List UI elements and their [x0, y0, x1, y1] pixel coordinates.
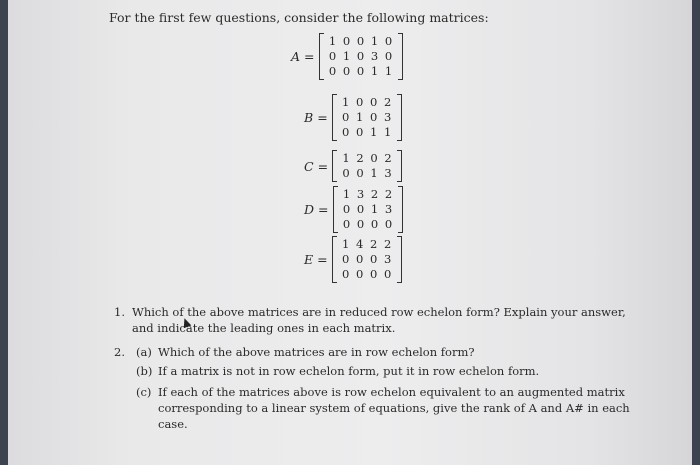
question-2a-text: Which of the above matrices are in row echelon form? [158, 345, 475, 359]
matrix-entry: 0 [342, 64, 351, 78]
matrix-entry: 0 [342, 166, 350, 180]
matrix-entry: 3 [384, 166, 392, 180]
matrix-entry: 3 [384, 202, 393, 216]
matrix-entry: 0 [356, 202, 365, 216]
matrix-entry: 0 [356, 49, 365, 63]
matrix-entry: 2 [369, 237, 378, 251]
matrix-entry: 1 [370, 202, 379, 216]
matrix-entry: 1 [341, 237, 350, 251]
matrix-entry: 0 [342, 217, 351, 231]
question-2a [136, 345, 616, 361]
question-2c-line-2: corresponding to a linear system of equations, give the rank of A and A# in each [158, 401, 630, 415]
right-bracket [398, 33, 403, 80]
matrix-entry: 2 [370, 187, 379, 201]
matrix-entry: 0 [356, 64, 365, 78]
matrix-entry: 0 [341, 252, 350, 266]
matrix-entry: 0 [342, 110, 350, 124]
right-bracket [398, 186, 403, 233]
equals-sign: = [318, 202, 329, 217]
matrix-a [291, 33, 403, 80]
matrix-entry: 0 [355, 267, 364, 281]
matrix-entry: 1 [370, 64, 379, 78]
matrix-b-label: B [304, 110, 314, 125]
matrix-entry: 1 [342, 187, 351, 201]
matrix-e [304, 236, 402, 283]
matrix-entry: 1 [342, 49, 351, 63]
matrix-entry: 3 [370, 49, 379, 63]
matrix-d-label: D [304, 202, 315, 217]
question-2-number: 2. [114, 345, 125, 359]
question-2a-label: (a) [136, 345, 152, 359]
question-1-line-1: Which of the above matrices are in reduced row echelon form? Explain your answer, [132, 305, 626, 319]
matrix-entry: 0 [356, 217, 365, 231]
question-1-number: 1. [114, 305, 125, 319]
matrix-c-grid [337, 150, 397, 182]
matrix-entry: 0 [328, 64, 337, 78]
equals-sign: = [317, 110, 328, 125]
intro-text: For the first few questions, consider the following matrices: [109, 10, 489, 25]
matrix-entry: 0 [369, 252, 378, 266]
right-bracket [397, 236, 402, 283]
question-2c-line-1: If each of the matrices above is row echelon equivalent to an augmented matrix [158, 385, 625, 399]
matrix-entry: 0 [356, 125, 364, 139]
matrix-d [304, 186, 403, 233]
matrix-entry: 1 [342, 151, 350, 165]
matrix-e-label: E [304, 252, 314, 267]
matrix-entry: 1 [370, 166, 378, 180]
matrix-entry: 0 [355, 252, 364, 266]
matrix-entry: 0 [370, 110, 378, 124]
matrix-b-grid [337, 94, 397, 141]
matrix-a-grid [324, 33, 398, 80]
matrix-e-grid [337, 236, 397, 283]
matrix-a-label: A [291, 49, 301, 64]
matrix-d-grid [338, 186, 398, 233]
matrix-entry: 2 [383, 237, 392, 251]
matrix-entry: 0 [356, 166, 364, 180]
matrix-entry: 0 [369, 267, 378, 281]
matrix-entry: 0 [342, 34, 351, 48]
matrix-entry: 1 [370, 34, 379, 48]
matrix-b [304, 94, 402, 141]
question-2b [136, 364, 616, 380]
matrix-entry: 1 [342, 95, 350, 109]
matrix-entry: 3 [383, 252, 392, 266]
matrix-entry: 1 [384, 64, 393, 78]
question-2b-text: If a matrix is not in row echelon form, put it in row echelon form. [158, 364, 540, 378]
question-2c-label: (c) [136, 385, 152, 399]
matrix-entry: 0 [328, 49, 337, 63]
question-2 [114, 345, 134, 361]
right-bracket [397, 94, 402, 141]
matrix-entry: 0 [370, 151, 378, 165]
matrix-entry: 4 [355, 237, 364, 251]
equals-sign: = [304, 49, 315, 64]
matrix-entry: 1 [356, 110, 364, 124]
matrix-entry: 0 [383, 267, 392, 281]
matrix-entry: 0 [342, 125, 350, 139]
matrix-entry: 2 [384, 187, 393, 201]
matrix-c-label: C [304, 158, 314, 174]
matrix-entry: 3 [356, 187, 365, 201]
matrix-entry: 1 [384, 125, 392, 139]
matrix-entry: 0 [341, 267, 350, 281]
equals-sign: = [317, 252, 328, 267]
equals-sign: = [317, 158, 329, 174]
matrix-entry: 1 [328, 34, 337, 48]
question-2c [136, 385, 630, 433]
matrix-entry: 2 [356, 151, 364, 165]
matrix-entry: 3 [384, 110, 392, 124]
right-bracket [397, 150, 402, 182]
matrix-entry: 0 [384, 49, 393, 63]
matrix-entry: 0 [370, 217, 379, 231]
matrix-entry: 2 [384, 151, 392, 165]
matrix-entry: 0 [356, 34, 365, 48]
matrix-entry: 0 [356, 95, 364, 109]
matrix-entry: 0 [342, 202, 351, 216]
matrix-entry: 2 [384, 95, 392, 109]
matrix-entry: 0 [370, 95, 378, 109]
matrix-entry: 1 [370, 125, 378, 139]
question-2c-line-3: case. [158, 417, 188, 431]
matrix-entry: 0 [384, 217, 393, 231]
matrix-c [304, 150, 402, 182]
question-1-line-2: and indicate the leading ones in each matrix. [132, 321, 396, 335]
question-2b-label: (b) [136, 364, 153, 378]
matrix-entry: 0 [384, 34, 393, 48]
